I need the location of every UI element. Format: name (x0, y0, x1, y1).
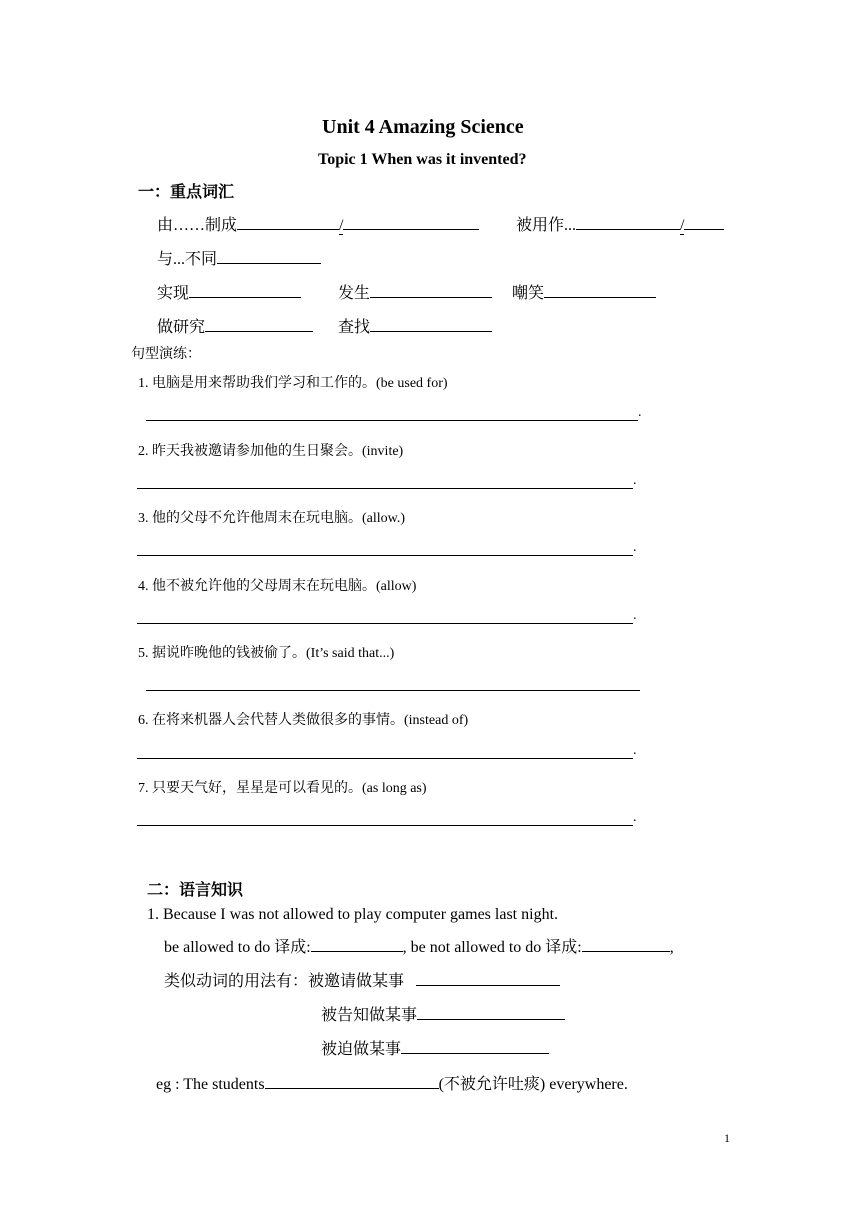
section-heading-vocabulary: 一：重点词汇 (138, 182, 235, 201)
section-heading-language: 二：语言知识 (147, 880, 244, 899)
page-number: 1 (724, 1131, 730, 1145)
vocab-item (157, 314, 313, 337)
similar-label: 类似动词的用法有： (164, 973, 309, 990)
not-allowed-label: , be not allowed to do 译成: (402, 939, 582, 956)
vocab-label: 由……制成 (157, 217, 238, 234)
page-title: Unit 4 Amazing Science (322, 116, 524, 138)
drill-question: 1. 电脑是用来帮助我们学习和工作的。(be used for) (138, 376, 448, 391)
line-end-period: . (633, 473, 637, 488)
drill-question: 4. 他不被允许他的父母周末在玩电脑。(allow) (138, 579, 417, 594)
example-prefix: eg : The students (156, 1076, 265, 1093)
line-end-period: . (633, 540, 637, 555)
vocab-label: 实现 (157, 285, 190, 302)
similar-verbs-row (321, 1036, 549, 1059)
vocab-item (516, 212, 724, 235)
vocab-item (157, 212, 479, 235)
vocab-label: 与...不同 (157, 251, 218, 268)
answer-blank[interactable] (576, 215, 680, 230)
answer-blank[interactable] (237, 215, 339, 230)
answer-blank[interactable] (311, 937, 403, 952)
vocab-label: 发生 (338, 285, 371, 302)
answer-blank[interactable] (343, 215, 479, 230)
vocab-label: 做研究 (157, 319, 206, 336)
vocab-item (338, 280, 492, 303)
drill-question: 2. 昨天我被邀请参加他的生日聚会。(invite) (138, 444, 404, 459)
vocab-label: 查找 (338, 319, 371, 336)
answer-blank[interactable] (370, 283, 492, 298)
blank-separator: / (680, 217, 685, 234)
answer-line[interactable] (146, 690, 640, 691)
similar-verbs-row (321, 1002, 565, 1025)
vocab-label: 嘲笑 (512, 285, 545, 302)
drill-question: 7. 只要天气好，星星是可以看见的。(as long as) (138, 781, 427, 796)
vocab-item (157, 280, 301, 303)
answer-blank[interactable] (370, 317, 492, 332)
answer-line[interactable] (137, 623, 633, 624)
knowledge-sentence: 1. Because I was not allowed to play computer games last night. (147, 906, 559, 923)
answer-blank[interactable] (265, 1074, 439, 1089)
allowed-translation-row (164, 934, 674, 957)
answer-blank[interactable] (582, 937, 670, 952)
example-sentence (156, 1071, 628, 1094)
answer-blank[interactable] (544, 283, 656, 298)
phrase-label: 被邀请做某事 (308, 973, 405, 990)
phrase-label: 被迫做某事 (321, 1041, 402, 1058)
vocab-item (512, 280, 656, 303)
answer-blank[interactable] (417, 1005, 565, 1020)
page-subtitle: Topic 1 When was it invented? (318, 151, 527, 168)
drill-question: 3. 他的父母不允许他周末在玩电脑。(allow.) (138, 511, 406, 526)
answer-blank[interactable] (189, 283, 301, 298)
answer-blank[interactable] (217, 249, 321, 264)
answer-blank[interactable] (684, 215, 724, 230)
vocab-item (338, 314, 492, 337)
drills-heading: 句型演练： (131, 347, 201, 362)
trailing-comma: , (669, 939, 674, 956)
answer-line[interactable] (146, 420, 638, 421)
example-suffix: (不被允许吐痰) everywhere. (438, 1076, 628, 1093)
answer-blank[interactable] (416, 971, 560, 986)
answer-line[interactable] (137, 488, 633, 489)
answer-blank[interactable] (205, 317, 313, 332)
answer-line[interactable] (137, 758, 633, 759)
line-end-period: . (633, 810, 637, 825)
allowed-label: be allowed to do 译成: (164, 939, 311, 956)
answer-line[interactable] (137, 555, 633, 556)
similar-verbs-row (164, 968, 560, 991)
blank-separator: / (339, 217, 344, 234)
line-end-period: . (633, 608, 637, 623)
phrase-label: 被告知做某事 (321, 1007, 418, 1024)
vocab-item (157, 246, 321, 269)
vocab-label: 被用作... (516, 217, 577, 234)
line-end-period: . (638, 405, 642, 420)
answer-blank[interactable] (401, 1039, 549, 1054)
answer-line[interactable] (137, 825, 633, 826)
line-end-period: . (633, 743, 637, 758)
drill-question: 5. 据说昨晚他的钱被偷了。(It’s said that...) (138, 646, 395, 661)
drill-question: 6. 在将来机器人会代替人类做很多的事情。(instead of) (138, 713, 469, 728)
